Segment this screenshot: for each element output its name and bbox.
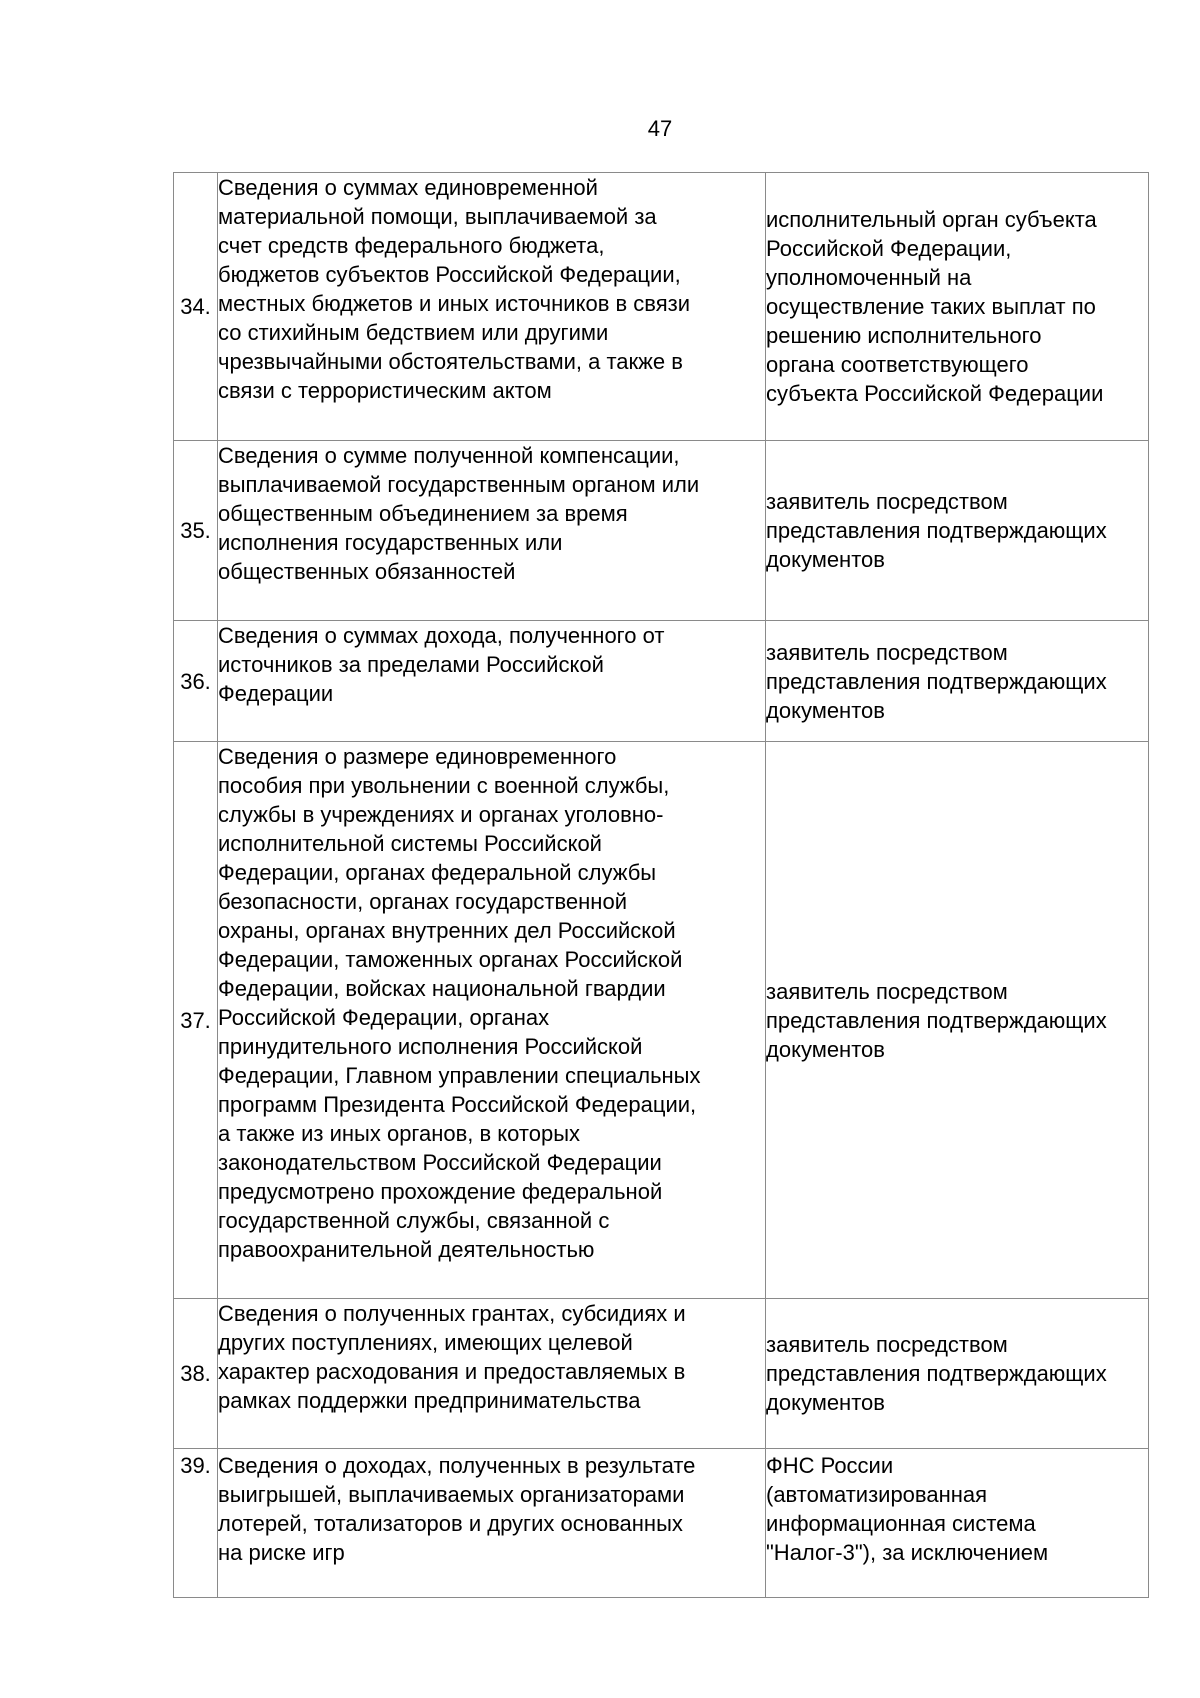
table-row [174, 1449, 1149, 1598]
table-row [174, 441, 1149, 621]
row-description-text: Сведения о суммах единовременной материальной помощи, выплачиваемой за счет средств федерального бюджета, бюджетов субъектов Российской Федерации, местных бюджетов и иных источников в связи со стихийным бедствием или другими чрезвычайными обстоятельствами, а также в связи с террористическим актом [218, 175, 691, 403]
row-number: 34. [174, 173, 218, 441]
row-description [218, 621, 766, 742]
table-row [174, 173, 1149, 441]
data-table [173, 172, 1149, 1598]
row-source-text: исполнительный орган субъекта Российской Федерации, уполномоченный на осуществление таких выплат по решению исполнительного органа соответствующего субъекта Российской Федерации [766, 207, 1104, 406]
row-source-text: заявитель посредством представления подтверждающих документов [766, 1332, 1107, 1415]
table-row [174, 1299, 1149, 1449]
row-description [218, 742, 766, 1299]
row-description [218, 1449, 766, 1598]
row-description [218, 1299, 766, 1449]
row-source [766, 621, 1149, 742]
row-source-text: заявитель посредством представления подтверждающих документов [766, 639, 1107, 723]
row-description-text: Сведения о доходах, полученных в результате выигрышей, выплачиваемых организаторами лотерей, тотализаторов и других основанных на риске игр [218, 1453, 696, 1565]
row-number: 36. [174, 621, 218, 742]
page-number: 47 [647, 116, 673, 141]
row-description-text: Сведения о суммах дохода, полученного от источников за пределами Российской Федерации [218, 623, 665, 706]
row-source-text: ФНС России (автоматизированная информационная система "Налог-3"), за исключением [766, 1453, 1049, 1565]
table-row [174, 742, 1149, 1299]
row-description [218, 173, 766, 441]
row-number: 37. [174, 742, 218, 1299]
row-description-text: Сведения о полученных грантах, субсидиях и других поступлениях, имеющих целевой характер расходования и предоставляемых в рамках поддержки предпринимательства [218, 1301, 686, 1413]
row-description-text: Сведения о сумме полученной компенсации, выплачиваемой государственным органом или общественным объединением за время исполнения государственных или общественных обязанностей [218, 443, 700, 584]
row-description [218, 441, 766, 621]
row-description-text: Сведения о размере единовременного пособия при увольнении с военной службы, службы в учреждениях и органах уголовно- исполнительной системы Российской Федерации, органах федеральной службы безопасности, органах государственной охраны, органах внутренних дел Российской Федерации, таможенных органах Российской Федерации, войсках национальной гвардии Российской Федерации, органах принудительного исполнения Российской Федерации, Главном управлении специальных программ Президента Российской Федерации, а также из иных органов, в которых законодательством Российской Федерации предусмотрено прохождение федеральной государственной службы, связанной с правоохранительной деятельностью [218, 744, 701, 1262]
row-source [766, 173, 1149, 441]
row-number: 35. [174, 441, 218, 621]
row-number: 38. [174, 1299, 218, 1449]
row-source [766, 1449, 1149, 1598]
row-source-text: заявитель посредством представления подтверждающих документов [766, 978, 1107, 1062]
row-source-text: заявитель посредством представления подтверждающих документов [766, 489, 1107, 572]
row-number: 39. [174, 1449, 218, 1598]
table-row [174, 621, 1149, 742]
row-source [766, 441, 1149, 621]
row-source [766, 1299, 1149, 1449]
row-source [766, 742, 1149, 1299]
